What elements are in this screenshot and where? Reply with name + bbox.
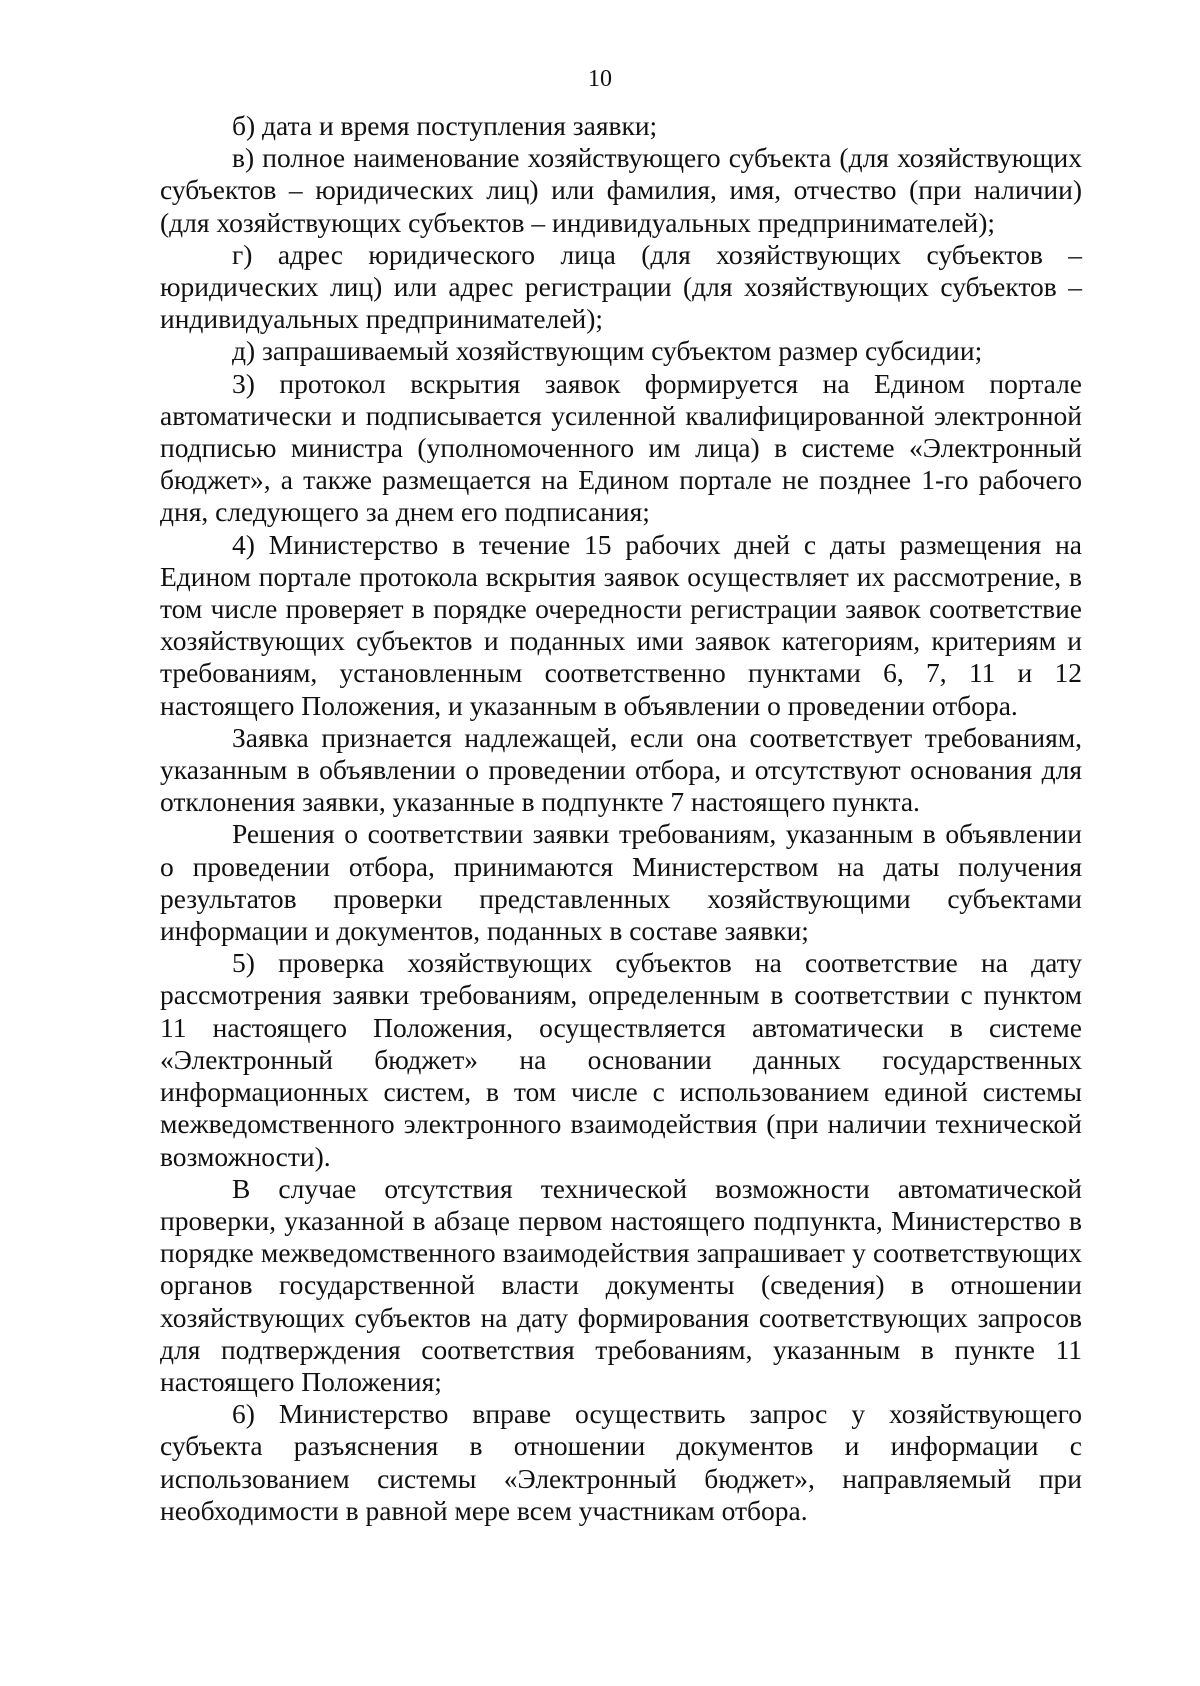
paragraph-b-date-time: б) дата и время поступления заявки; [232,110,658,141]
page-number: 10 [588,66,612,92]
paragraph-compliance-decisions: Решения о соответствии заявки требованиям, указанным в объявлении о проведении отбора, принимаются Министерством на даты получения результатов проверки представленных хозяйствующими субъектами информации и документов, поданных в составе заявки; [160,818,1082,947]
paragraph-no-technical-possibility: В случае отсутствия технической возможности автоматической проверки, указанной в абзаце первом настоящего подпункта, Министерство в порядке межведомственного взаимодействия запрашивает у соответствующих органов государственной власти документы (сведения) в отношении хозяйствующих субъектов на дату формирования соответствующих запросов для подтверждения соответствия требованиям, указанным в пункте 11 настоящего Положения; [160,1172,1082,1397]
paragraph-v-full-name: в) полное наименование хозяйствующего субъекта (для хозяйствующих субъектов – юридических лиц) или фамилия, имя, отчество (при наличии) (для хозяйствующих субъектов – индивидуальных предпринимателей); [160,142,1082,238]
paragraph-d-subsidy-amount: д) запрашиваемый хозяйствующим субъектом размер субсидии; [232,335,983,367]
paragraph-application-proper: Заявка признается надлежащей, если она соответствует требованиям, указанным в объявлении о проведении отбора, и отсутствуют основания для отклонения заявки, указанные в подпункте 7 настоящего пункта. [160,721,1082,818]
paragraph-4-review: 4) Министерство в течение 15 рабочих дней с даты размещения на Едином портале протокола вскрытия заявок осуществляет их рассмотрение, в том числе проверяет в порядке очередности регистрации заявок соответствие хозяйствующих субъектов и поданных ими заявок категориям, критериям и требованиям, установленным соответственно пунктами 6, 7, 11 и 12 настоящего Положения, и указанным в объявлении о проведении отбора. [160,528,1082,721]
paragraph-6-clarification-request: 6) Министерство вправе осуществить запрос у хозяйствующего субъекта разъяснения в отношении документов и информации с использованием системы «Электронный бюджет», направляемый при необходимости в равной мере всем участникам отбора. [160,1398,1082,1526]
paragraph-5-automatic-check: 5) проверка хозяйствующих субъектов на соответствие на дату рассмотрения заявки требованиям, определенным в соответствии с пунктом 11 настоящего Положения, осуществляется автоматически в системе «Электронный бюджет» на основании данных государственных информационных систем, в том числе с использованием единой системы межведомственного электронного взаимодействия (при наличии технической возможности). [160,947,1082,1172]
paragraph-3-opening-protocol: 3) протокол вскрытия заявок формируется на Едином портале автоматически и подписывается усиленной квалифицированной электронной подписью министра (уполномоченного им лица) в системе «Электронный бюджет», а также размещается на Едином портале не позднее 1-го рабочего дня, следующего за днем его подписания; [160,367,1082,528]
paragraph-g-address: г) адрес юридического лица (для хозяйствующих субъектов – юридических лиц) или адрес регистрации (для хозяйствующих субъектов – индивидуальных предпринимателей); [160,238,1082,335]
document-body [160,110,1082,1527]
